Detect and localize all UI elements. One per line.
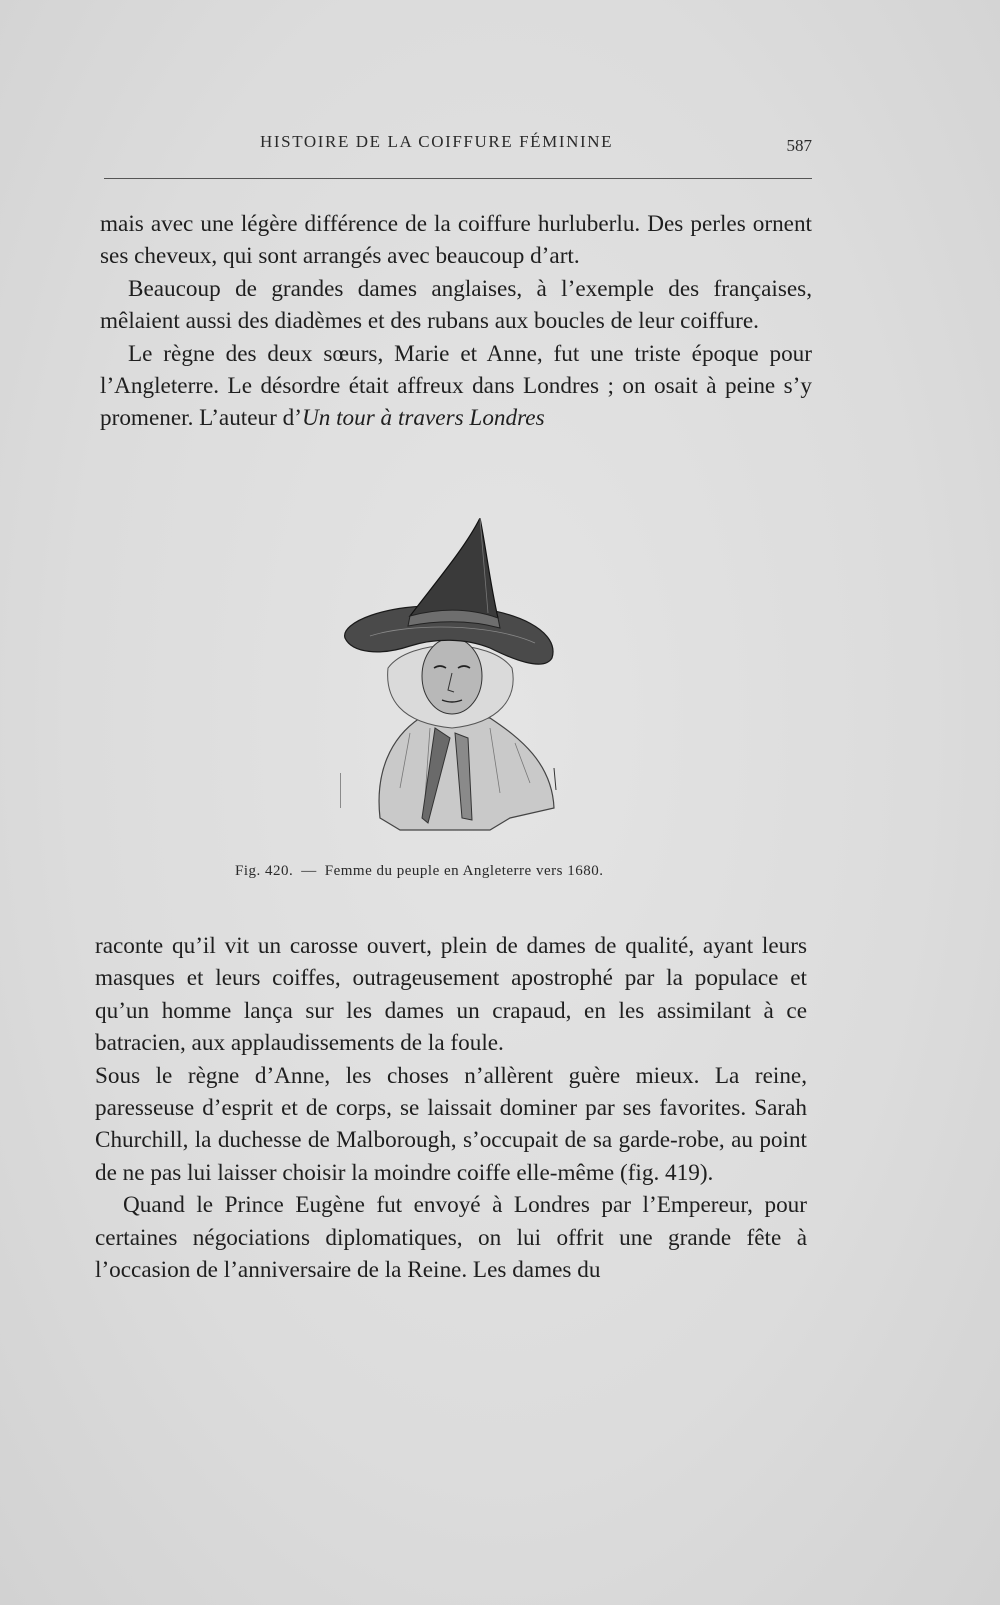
text-block-top (100, 208, 812, 435)
paragraph: raconte qu’il vit un carosse ouvert, plein de dames de qualité, ayant leurs masques et leurs coiffes, outrageusement apostrophé par la populace et qu’un homme lança sur les dames un crapaud, en les assimilant à ce batracien, aux applaudissements de la foule. (95, 933, 807, 1057)
paragraph: mais avec une légère différence de la coiffure hurluberlu. Des perles ornent ses cheveux, qui sont arrangés avec beaucoup d’art. (100, 211, 812, 270)
page-number: 587 (786, 136, 812, 155)
text-block-bottom (95, 930, 807, 1286)
figure-illustration (340, 518, 570, 838)
woman-with-hat-illustration (340, 518, 570, 838)
paragraph: Beaucoup de grandes dames anglaises, à l’exemple des françaises, mêlaient aussi des diadèmes et des rubans aux boucles de leur coiffure. (100, 275, 812, 335)
running-title: HISTOIRE DE LA COIFFURE FÉMININE (260, 132, 614, 151)
paragraph: Sous le règne d’Anne, les choses n’allèrent guère mieux. La reine, paresseuse d’esprit et de corps, se laissait dominer par ses favorites. Sarah Churchill, la duchesse de Malborough, s’occupait de sa garde-robe, au point de ne pas lui laisser choisir la moindre coiffe elle-même (fig. 419). (95, 1062, 807, 1186)
book-title-italic: Un tour à travers Londres (301, 405, 545, 432)
figure-label: Fig. 420. (235, 863, 294, 879)
paragraph: Quand le Prince Eugène fut envoyé à Londres par l’Empereur, pour certaines négociations diplomatiques, on lui offrit une grande fête à l’occasion de l’anniversaire de la Reine. Les dames du (95, 1192, 807, 1284)
caption-dash: — (301, 863, 317, 879)
figure-caption (235, 863, 715, 880)
paragraph (100, 338, 812, 435)
caption-text: Femme du peuple en Angleterre vers 1680. (324, 863, 604, 879)
running-head (100, 132, 812, 162)
header-rule (104, 178, 812, 179)
paragraph-text: Le règne des deux sœurs, Marie et Anne, fut une triste époque pour l’Angleterre. Le désordre était affreux dans Londres ; on osait à peine s’y promener. L’auteur d’ (100, 340, 812, 432)
